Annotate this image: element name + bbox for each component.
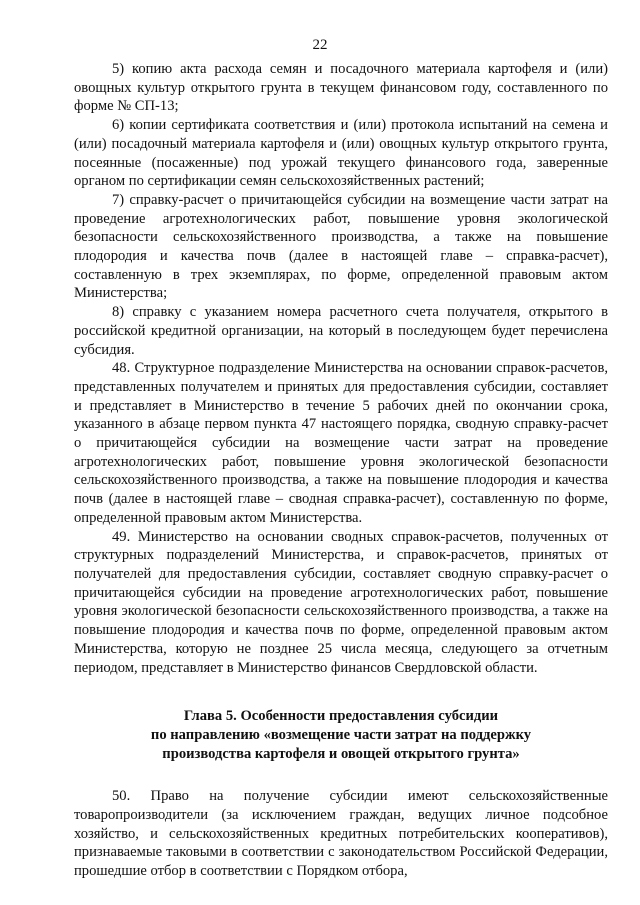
paragraph-item-8: 8) справку с указанием номера расчетного счета получателя, открытого в российской кредитной организации, на который в последующем будет перечислена субсидия. [74,304,608,358]
paragraph-clause-49: 49. Министерство на основании сводных справок-расчетов, полученных от структурных подразделений Министерства, и справок-расчетов, принятых от получателей для предоставления субсидии, составляет сводную справку-расчет о причитающейся субсидии на проведение агротехнологических работ, повышение уровня экологической безопасности сельскохозяйственного производства, а также на повышение плодородия и качества почв по форме, определенной правовым актом Министерства, которую не позднее 25 числа месяца, следующего за отчетным периодом, представляет в Министерство финансов Свердловской области. [74,528,608,676]
chapter-heading-line-2: по направлению «возмещение части затрат на поддержку [150,726,532,743]
paragraph-clause-50: 50. Право на получение субсидии имеют сельскохозяйственные товаропроизводители (за исключением граждан, ведущих личное подсобное хозяйство, и сельскохозяйственных кредитных потребительских кооперативов), признаваемые таковыми в соответствии с законодательством Российской Федерации, прошедшие отбор в соответствии с Порядком отбора, [74,788,608,880]
chapter-heading-line-1: Глава 5. Особенности предоставления субсидии [183,708,499,725]
chapter-heading [74,707,608,763]
page-number: 22 [312,37,328,53]
paragraph-item-7: 7) справку-расчет о причитающейся субсидии на возмещение части затрат на проведение агротехнологических работ, повышение уровня экологической безопасности сельскохозяйственного производства, а также на повышение плодородия и качества почв (далее в настоящей главе – справка-расчет), составленную в трех экземплярах, по форме, определенной правовым актом Министерства; [74,191,608,302]
paragraph-clause-48: 48. Структурное подразделение Министерства на основании справок-расчетов, представленных получателем и принятых для предоставления субсидии, составляет и представляет в Министерство в течение 5 рабочих дней по окончании срока, указанного в абзаце первом пункта 47 настоящего порядка, сводную справку-расчет о причитающейся субсидии на возмещение части затрат на проведение агротехнологических работ, повышение уровня экологической безопасности сельскохозяйственного производства, а также на повышение плодородия и качества почв (далее в настоящей главе – сводная справка-расчет), составленную по форме, определенной правовым актом Министерства. [74,360,608,526]
document-body [74,60,608,881]
paragraph-item-5: 5) копию акта расхода семян и посадочного материала картофеля и (или) овощных культур открытого грунта в текущем финансовом году, составленного по форме № СП-13; [74,61,608,115]
chapter-heading-line-3: производства картофеля и овощей открытого грунта» [162,745,520,762]
section-spacer [74,763,608,787]
paragraph-item-6: 6) копии сертификата соответствия и (или) протокола испытаний на семена и (или) посадочный материала картофеля и (или) овощных культур открытого грунта, посеянные (посаженные) под урожай текущего финансового года, заверенные органом по сертификации семян сельскохозяйственных растений; [74,117,608,190]
